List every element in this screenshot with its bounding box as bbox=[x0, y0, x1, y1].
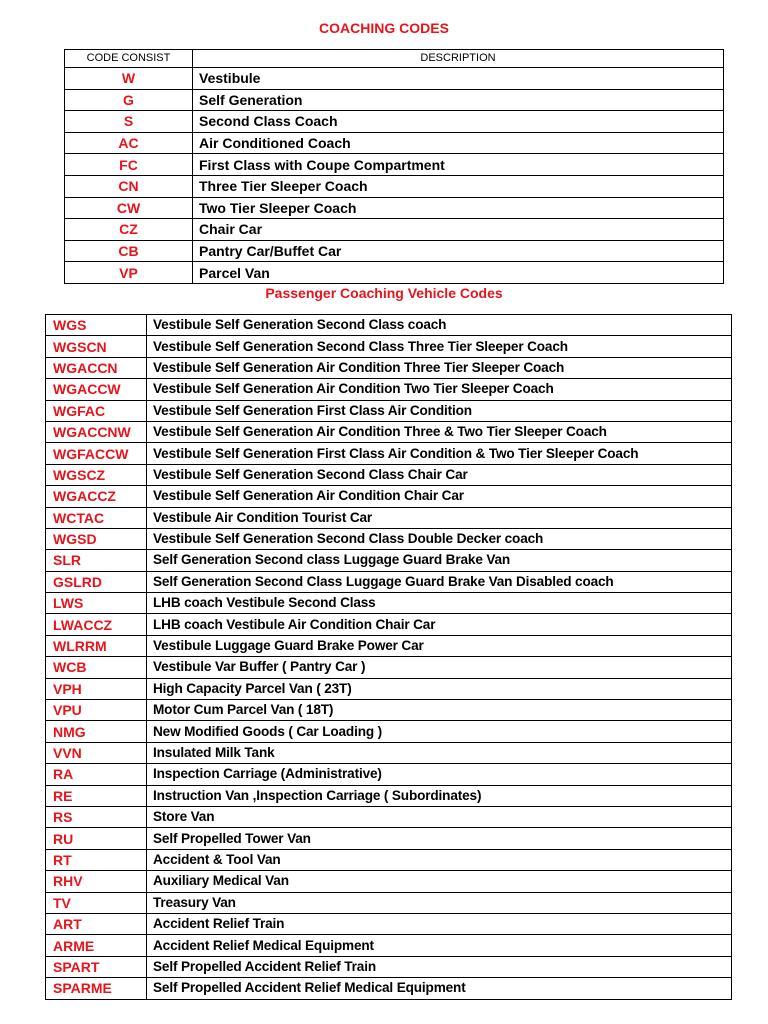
table-row bbox=[46, 657, 732, 678]
description-cell: Store Van bbox=[147, 806, 732, 827]
code-cell: CZ bbox=[65, 219, 193, 241]
description-cell: Vestibule Self Generation Second Class coach bbox=[147, 315, 732, 336]
description-cell: High Capacity Parcel Van ( 23T) bbox=[147, 678, 732, 699]
table-row bbox=[46, 379, 732, 400]
table-row bbox=[65, 219, 724, 241]
table-row bbox=[65, 262, 724, 284]
table-row bbox=[46, 315, 732, 336]
table-row bbox=[46, 721, 732, 742]
table-row bbox=[46, 593, 732, 614]
table-row bbox=[46, 828, 732, 849]
table-row bbox=[46, 635, 732, 656]
code-cell: ARME bbox=[46, 935, 147, 956]
table-row bbox=[46, 892, 732, 913]
description-cell: Air Conditioned Coach bbox=[193, 132, 724, 154]
code-cell: CW bbox=[65, 197, 193, 219]
description-cell: Vestibule Self Generation Air Condition Three & Two Tier Sleeper Coach bbox=[147, 421, 732, 442]
description-cell: Vestibule Var Buffer ( Pantry Car ) bbox=[147, 657, 732, 678]
description-cell: Pantry Car/Buffet Car bbox=[193, 240, 724, 262]
code-cell: WCTAC bbox=[46, 507, 147, 528]
description-cell: Auxiliary Medical Van bbox=[147, 871, 732, 892]
description-cell: Accident Relief Medical Equipment bbox=[147, 935, 732, 956]
description-cell: Vestibule Self Generation Second Class Three Tier Sleeper Coach bbox=[147, 336, 732, 357]
code-cell: RHV bbox=[46, 871, 147, 892]
table-row bbox=[46, 464, 732, 485]
table-row bbox=[46, 357, 732, 378]
code-cell: WGFAC bbox=[46, 400, 147, 421]
code-cell: SLR bbox=[46, 550, 147, 571]
description-cell: Three Tier Sleeper Coach bbox=[193, 175, 724, 197]
description-cell: Vestibule Self Generation Second Class Chair Car bbox=[147, 464, 732, 485]
description-cell: Parcel Van bbox=[193, 262, 724, 284]
code-consist-header: CODE CONSIST bbox=[65, 50, 193, 68]
code-cell: WGACCN bbox=[46, 357, 147, 378]
description-header: DESCRIPTION bbox=[193, 50, 724, 68]
description-cell: Self Propelled Accident Relief Train bbox=[147, 956, 732, 977]
code-cell: RA bbox=[46, 764, 147, 785]
code-cell: VVN bbox=[46, 742, 147, 763]
description-cell: Vestibule bbox=[193, 68, 724, 90]
code-cell: CB bbox=[65, 240, 193, 262]
description-cell: Second Class Coach bbox=[193, 111, 724, 133]
passenger-vehicle-codes-table bbox=[45, 314, 732, 1000]
code-cell: WGACCW bbox=[46, 379, 147, 400]
coaching-codes-table bbox=[64, 49, 724, 284]
description-cell: Accident & Tool Van bbox=[147, 849, 732, 870]
description-cell: Vestibule Self Generation Air Condition Two Tier Sleeper Coach bbox=[147, 379, 732, 400]
table-row bbox=[46, 507, 732, 528]
description-cell: Self Generation Second Class Luggage Guard Brake Van Disabled coach bbox=[147, 571, 732, 592]
description-cell: Two Tier Sleeper Coach bbox=[193, 197, 724, 219]
coaching-codes-title: COACHING CODES bbox=[319, 20, 449, 36]
description-cell: Self Propelled Accident Relief Medical Equipment bbox=[147, 978, 732, 999]
code-cell: S bbox=[65, 111, 193, 133]
table-row bbox=[46, 956, 732, 977]
code-cell: WGS bbox=[46, 315, 147, 336]
table-row bbox=[46, 764, 732, 785]
table-row bbox=[46, 978, 732, 999]
description-cell: LHB coach Vestibule Second Class bbox=[147, 593, 732, 614]
description-cell: Treasury Van bbox=[147, 892, 732, 913]
description-cell: Vestibule Self Generation First Class Air Condition & Two Tier Sleeper Coach bbox=[147, 443, 732, 464]
code-cell: AC bbox=[65, 132, 193, 154]
description-cell: New Modified Goods ( Car Loading ) bbox=[147, 721, 732, 742]
description-cell: Vestibule Air Condition Tourist Car bbox=[147, 507, 732, 528]
code-cell: WGFACCW bbox=[46, 443, 147, 464]
table-row bbox=[46, 700, 732, 721]
code-cell: VPU bbox=[46, 700, 147, 721]
code-cell: RU bbox=[46, 828, 147, 849]
passenger-vehicle-codes-title: Passenger Coaching Vehicle Codes bbox=[265, 285, 503, 301]
code-cell: WGSCZ bbox=[46, 464, 147, 485]
table-row bbox=[46, 528, 732, 549]
code-cell: WGACCZ bbox=[46, 486, 147, 507]
description-cell: Vestibule Self Generation Air Condition Three Tier Sleeper Coach bbox=[147, 357, 732, 378]
description-cell: Inspection Carriage (Administrative) bbox=[147, 764, 732, 785]
description-cell: LHB coach Vestibule Air Condition Chair Car bbox=[147, 614, 732, 635]
code-cell: GSLRD bbox=[46, 571, 147, 592]
table-row bbox=[46, 486, 732, 507]
code-cell: WGSCN bbox=[46, 336, 147, 357]
description-cell: First Class with Coupe Compartment bbox=[193, 154, 724, 176]
table-row bbox=[46, 806, 732, 827]
table-row bbox=[65, 68, 724, 90]
table-row bbox=[46, 785, 732, 806]
code-cell: W bbox=[65, 68, 193, 90]
description-cell: Self Generation bbox=[193, 89, 724, 111]
table-row bbox=[46, 742, 732, 763]
code-cell: WGSD bbox=[46, 528, 147, 549]
table-row bbox=[46, 550, 732, 571]
table-header-row bbox=[65, 50, 724, 68]
code-cell: SPART bbox=[46, 956, 147, 977]
description-cell: Motor Cum Parcel Van ( 18T) bbox=[147, 700, 732, 721]
code-cell: WLRRM bbox=[46, 635, 147, 656]
description-cell: Self Generation Second class Luggage Guard Brake Van bbox=[147, 550, 732, 571]
table-row bbox=[46, 913, 732, 934]
code-cell: FC bbox=[65, 154, 193, 176]
description-cell: Vestibule Self Generation Second Class Double Decker coach bbox=[147, 528, 732, 549]
table-row bbox=[65, 240, 724, 262]
table-row bbox=[65, 89, 724, 111]
table-row bbox=[65, 197, 724, 219]
table-row bbox=[65, 154, 724, 176]
description-cell: Vestibule Self Generation First Class Air Condition bbox=[147, 400, 732, 421]
description-cell: Self Propelled Tower Van bbox=[147, 828, 732, 849]
table-row bbox=[65, 111, 724, 133]
code-cell: LWACCZ bbox=[46, 614, 147, 635]
table-row bbox=[65, 175, 724, 197]
table-row bbox=[46, 678, 732, 699]
description-cell: Chair Car bbox=[193, 219, 724, 241]
table-row bbox=[46, 400, 732, 421]
description-cell: Accident Relief Train bbox=[147, 913, 732, 934]
table-row bbox=[46, 421, 732, 442]
code-cell: VP bbox=[65, 262, 193, 284]
description-cell: Vestibule Self Generation Air Condition Chair Car bbox=[147, 486, 732, 507]
code-cell: WCB bbox=[46, 657, 147, 678]
code-cell: NMG bbox=[46, 721, 147, 742]
code-cell: WGACCNW bbox=[46, 421, 147, 442]
table-row bbox=[46, 849, 732, 870]
code-cell: ART bbox=[46, 913, 147, 934]
code-cell: SPARME bbox=[46, 978, 147, 999]
table-row bbox=[65, 132, 724, 154]
code-cell: RE bbox=[46, 785, 147, 806]
table-row bbox=[46, 871, 732, 892]
description-cell: Insulated Milk Tank bbox=[147, 742, 732, 763]
code-cell: G bbox=[65, 89, 193, 111]
table-row bbox=[46, 935, 732, 956]
code-cell: RS bbox=[46, 806, 147, 827]
code-cell: RT bbox=[46, 849, 147, 870]
table-row bbox=[46, 571, 732, 592]
code-cell: VPH bbox=[46, 678, 147, 699]
description-cell: Instruction Van ,Inspection Carriage ( Subordinates) bbox=[147, 785, 732, 806]
table-row bbox=[46, 443, 732, 464]
table-row bbox=[46, 614, 732, 635]
description-cell: Vestibule Luggage Guard Brake Power Car bbox=[147, 635, 732, 656]
code-cell: TV bbox=[46, 892, 147, 913]
code-cell: CN bbox=[65, 175, 193, 197]
table-row bbox=[46, 336, 732, 357]
code-cell: LWS bbox=[46, 593, 147, 614]
